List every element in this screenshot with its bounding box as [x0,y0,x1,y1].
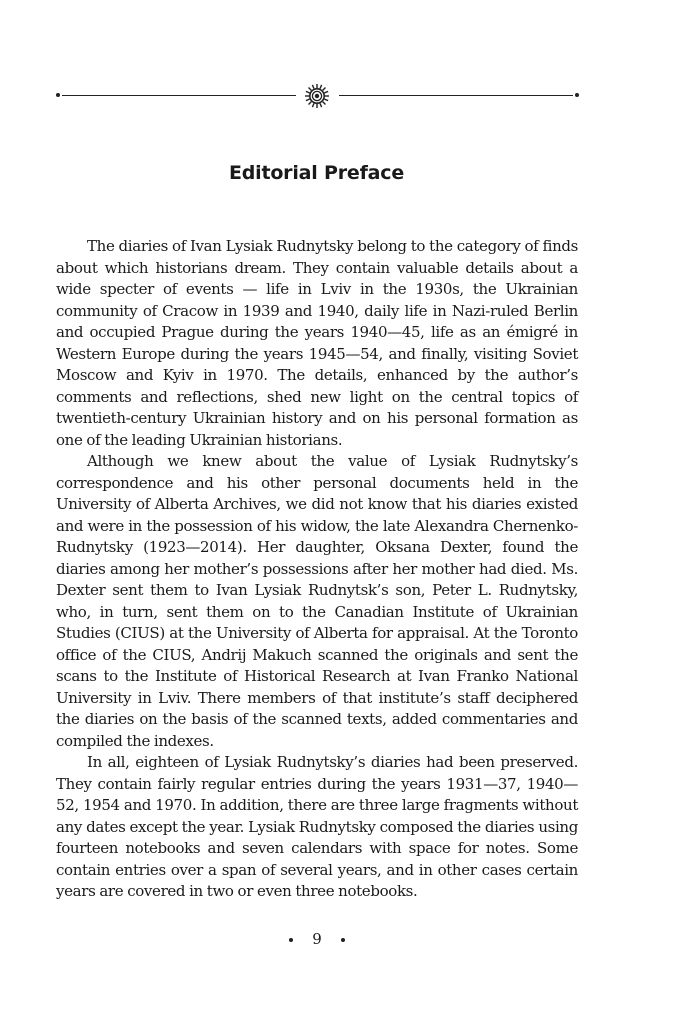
paragraph: In all, eighteen of Lysiak Rudnytsky’s diaries had been preserved. They contain fairly regular entries during the years 1931—37, 1940—52, 1954 and 1970. In addition, there are three large fragments without any dates except the year. Lysiak Rudnytsky composed the diaries using fourteen notebooks and seven calendars with space for notes. Some contain entries over a span of several years, and in other cases certain years are covered in two or even three notebooks. [56,753,578,900]
chapter-title-block [56,162,577,184]
page-number: 9 [312,930,322,948]
paragraph: Although we knew about the value of Lysiak Rudnytsky’s correspondence and his other personal documents held in the University of Alberta Archives, we did not know that his diaries existed and were in the possession of his widow, the late Alexandra Chernenko-Rudnytsky (1923—2014). Her daughter, Oksana Dexter, found the diaries among her mother’s possessions after her mother had died. Ms. Dexter sent them to Ivan Lysiak Rudnytsk’s son, Peter L. Rudnytsky, who, in turn, sent them on to the Canadian Institute of Ukrainian Studies (CIUS) at the University of Alberta for appraisal. At the Toronto office of the CIUS, Andrij Makuch scanned the originals and sent the scans to the Institute of Historical Research at Ivan Franko National University in Lviv. There members of that institute’s staff deciphered the diaries on the basis of the scanned texts, added commentaries and compiled the indexes. [56,452,578,750]
ornament-dot-left [56,93,60,97]
ornament-dot-right [575,93,579,97]
folio-bullet-right [341,938,345,942]
paragraph: The diaries of Ivan Lysiak Rudnytsky belong to the category of finds about which historians dream. They contain valuable details about a wide specter of events — life in Lviv in the 1930s, the Ukrainian community of Cracow in 1939 and 1940, daily life in Nazi-ruled Berlin and occupied Prague during the years 1940—45, life as an émigré in Western Europe during the years 1945—54, and finally, visiting Soviet Moscow and Kyiv in 1970. The details, enhanced by the author’s comments and reflections, shed new light on the central topics of twentieth-century Ukrainian history and on his personal formation as one of the leading Ukrainian historians. [56,237,578,449]
folio-bullet-left [289,938,293,942]
sunburst-ornament-icon [303,84,331,108]
ornament-line-right [339,95,573,96]
chapter-title: Editorial Preface [228,162,405,184]
ornament-line-left [62,95,296,96]
page-footer [56,930,578,948]
header-ornament-rule [56,84,579,108]
body-text [56,236,578,903]
